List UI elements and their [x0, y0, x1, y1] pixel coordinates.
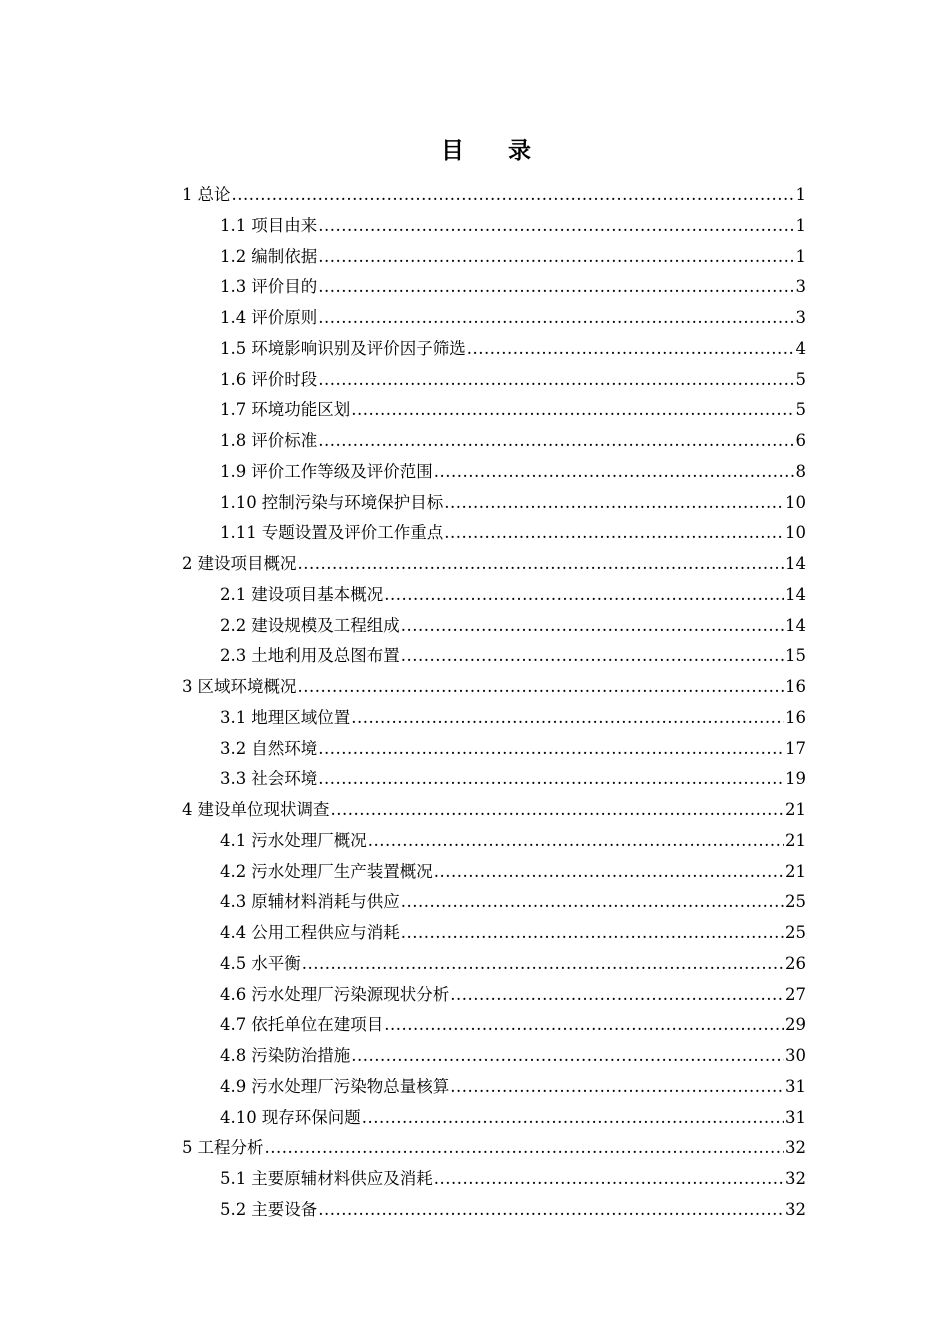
toc-entry-number: 1.2: [220, 246, 247, 266]
toc-page-number: 25: [785, 923, 806, 942]
toc-entry-section[interactable]: [182, 764, 806, 795]
toc-entry-label: [220, 488, 443, 519]
toc-entry-chapter[interactable]: [182, 795, 806, 826]
toc-entry-label: [220, 1103, 361, 1134]
toc-entry-section[interactable]: [182, 272, 806, 303]
toc-entry-label: [182, 672, 297, 703]
toc-dot-leader: [265, 1133, 785, 1164]
toc-entry-label: [220, 580, 383, 611]
toc-entry-number: 2: [182, 554, 193, 573]
toc-entry-text: 主要原辅材料供应及消耗: [251, 1169, 433, 1188]
toc-dot-leader: [401, 918, 784, 949]
toc-dot-leader: [450, 980, 784, 1011]
toc-entry-number: 1.8: [220, 431, 247, 450]
toc-page-number: 15: [785, 646, 806, 666]
toc-entry-section[interactable]: [182, 1041, 806, 1072]
toc-entry-text: 现存环保问题: [261, 1107, 361, 1127]
toc-entry-text: 污水处理厂污染源现状分析: [251, 984, 450, 1004]
toc-entry-label: [182, 1133, 264, 1164]
toc-entry-section[interactable]: [182, 580, 806, 611]
toc-page-number: 5: [795, 369, 806, 389]
toc-page-number: 4: [795, 338, 806, 358]
toc-dot-leader: [401, 611, 784, 642]
toc-entry-section[interactable]: [182, 457, 806, 488]
toc-entry-label: [220, 457, 433, 488]
toc-entry-text: 评价目的: [251, 277, 318, 297]
toc-entry-number: 5.1: [220, 1169, 247, 1188]
toc-dot-leader: [368, 826, 784, 857]
toc-entry-section[interactable]: [182, 703, 806, 734]
toc-entry-label: [220, 303, 317, 334]
toc-entry-section[interactable]: [182, 918, 806, 949]
toc-dot-leader: [444, 518, 784, 549]
toc-entry-number: 4.9: [220, 1076, 247, 1096]
toc-dot-leader: [351, 1041, 784, 1072]
toc-page-number: 10: [785, 492, 806, 512]
toc-entry-text: 专题设置及评价工作重点: [261, 523, 444, 543]
toc-entry-number: 4.4: [220, 923, 247, 942]
toc-entry-label: [182, 180, 231, 211]
toc-entry-number: 3.1: [220, 707, 247, 727]
toc-dot-leader: [401, 887, 784, 918]
toc-entry-label: [220, 918, 400, 949]
toc-entry-label: [220, 1010, 383, 1041]
toc-page-number: 3: [795, 308, 806, 327]
toc-entry-section[interactable]: [182, 641, 806, 672]
toc-page-number: 29: [785, 1015, 806, 1035]
toc-page-number: 5: [795, 400, 806, 420]
toc-entry-section[interactable]: [182, 1010, 806, 1041]
toc-page-number: 16: [785, 707, 806, 727]
toc-dot-leader: [351, 703, 784, 734]
toc-entry-number: 1.10: [220, 492, 257, 512]
toc-page-number: 19: [785, 769, 806, 789]
toc-entry-section[interactable]: [182, 518, 806, 549]
toc-entry-section[interactable]: [182, 334, 806, 365]
toc-dot-leader: [434, 457, 795, 488]
toc-entry-text: 环境功能区划: [251, 400, 351, 420]
toc-entry-label: [220, 365, 317, 396]
toc-page-number: 1: [795, 215, 806, 235]
toc-page-number: 16: [785, 677, 806, 696]
toc-entry-label: [220, 426, 317, 457]
toc-entry-text: 环境影响识别及评价因子筛选: [251, 338, 466, 358]
toc-entry-label: [220, 641, 400, 672]
toc-dot-leader: [434, 857, 784, 888]
toc-entry-number: 1: [182, 185, 193, 204]
toc-dot-leader: [318, 426, 794, 457]
toc-page-number: 25: [785, 892, 806, 912]
toc-page-number: 1: [795, 246, 806, 266]
toc-entry-label: [220, 1072, 449, 1103]
toc-dot-leader: [318, 211, 794, 242]
toc-entry-number: 4: [182, 800, 193, 819]
toc-title: 目 录: [440, 137, 549, 164]
toc-entry-text: 污染防治措施: [251, 1046, 351, 1065]
toc-entry-label: [220, 211, 317, 242]
toc-entry-number: 4.10: [220, 1107, 257, 1127]
toc-entry-number: 3: [182, 677, 193, 696]
toc-entry-text: 公用工程供应与消耗: [251, 923, 400, 942]
toc-page-number: 31: [785, 1076, 806, 1096]
toc-dot-leader: [384, 580, 784, 611]
toc-entry-number: 5: [182, 1138, 193, 1158]
toc-dot-leader: [450, 1072, 784, 1103]
toc-entry-label: [220, 395, 350, 426]
toc-entry-section[interactable]: [182, 980, 806, 1011]
toc-page-number: 10: [785, 523, 806, 543]
toc-entry-number: 1.3: [220, 277, 247, 297]
toc-entry-number: 4.3: [220, 892, 247, 912]
toc-entry-number: 1.7: [220, 400, 247, 420]
toc-dot-leader: [318, 272, 794, 303]
toc-entry-section[interactable]: [182, 242, 806, 273]
toc-dot-leader: [318, 365, 794, 396]
toc-entry-text: 原辅材料消耗与供应: [251, 892, 400, 912]
toc-entry-number: 5.2: [220, 1199, 247, 1219]
toc-page-number: 30: [785, 1046, 806, 1065]
toc-entry-text: 建设项目概况: [197, 554, 297, 573]
toc-entry-text: 依托单位在建项目: [251, 1015, 384, 1035]
toc-entry-section[interactable]: [182, 734, 806, 765]
toc-entry-number: 4.8: [220, 1046, 247, 1065]
toc-dot-leader: [318, 242, 794, 273]
toc-entry-section[interactable]: [182, 826, 806, 857]
toc-dot-leader: [362, 1103, 784, 1134]
toc-page-number: 27: [785, 984, 806, 1004]
toc-entry-text: 主要设备: [251, 1199, 318, 1219]
toc-page-number: 14: [785, 615, 806, 635]
toc-entry-section[interactable]: [182, 395, 806, 426]
toc-page-number: 21: [785, 861, 806, 881]
toc-entry-number: 1.9: [220, 461, 247, 481]
toc-entry-text: 评价标准: [251, 431, 318, 450]
toc-page-number: 6: [795, 431, 806, 450]
toc-entry-text: 水平衡: [251, 953, 301, 973]
toc-page-number: 8: [795, 461, 806, 481]
toc-dot-leader: [318, 764, 784, 795]
toc-page-number: 1: [795, 185, 806, 204]
toc-dot-leader: [298, 549, 785, 580]
toc-entry-section[interactable]: [182, 303, 806, 334]
toc-entry-label: [220, 242, 317, 273]
toc-dot-leader: [351, 395, 794, 426]
toc-entry-label: [220, 764, 317, 795]
toc-entry-number: 1.4: [220, 308, 247, 327]
toc-entry-text: 评价原则: [251, 308, 318, 327]
toc-entry-number: 3.2: [220, 738, 247, 758]
toc-dot-leader: [331, 795, 785, 826]
toc-dot-leader: [232, 180, 795, 211]
toc-entry-text: 区域环境概况: [197, 677, 297, 696]
toc-entry-number: 4.7: [220, 1015, 247, 1035]
toc-entry-number: 4.2: [220, 861, 247, 881]
toc-entry-text: 控制污染与环境保护目标: [261, 492, 444, 512]
toc-dot-leader: [384, 1010, 784, 1041]
toc-entry-label: [220, 1195, 317, 1226]
toc-dot-leader: [444, 488, 784, 519]
toc-entry-label: [220, 1041, 350, 1072]
toc-dot-leader: [318, 734, 784, 765]
toc-entry-text: 建设项目基本概况: [251, 584, 384, 604]
toc-entry-text: 污水处理厂生产装置概况: [251, 861, 433, 881]
toc-page-number: 32: [785, 1169, 806, 1188]
toc-entry-section[interactable]: [182, 1195, 806, 1226]
toc-entry-number: 4.5: [220, 953, 247, 973]
toc-page-number: 21: [785, 800, 806, 819]
toc-entry-label: [220, 518, 443, 549]
toc-dot-leader: [318, 303, 794, 334]
toc-entry-section[interactable]: [182, 857, 806, 888]
toc-page-number: 14: [785, 584, 806, 604]
toc-entry-section[interactable]: [182, 1164, 806, 1195]
toc-page-number: 14: [785, 554, 806, 573]
toc-entry-section[interactable]: [182, 949, 806, 980]
toc-entry-section[interactable]: [182, 365, 806, 396]
toc-dot-leader: [298, 672, 785, 703]
toc-entry-number: 1.6: [220, 369, 247, 389]
toc-entry-section[interactable]: [182, 488, 806, 519]
toc-entry-text: 污水处理厂概况: [251, 830, 367, 850]
toc-entry-chapter[interactable]: [182, 549, 806, 580]
toc-dot-leader: [401, 641, 784, 672]
toc-entry-chapter[interactable]: [182, 180, 806, 211]
toc-entry-label: [220, 887, 400, 918]
toc-dot-leader: [467, 334, 795, 365]
toc-entry-label: [220, 857, 433, 888]
toc-list: [182, 180, 806, 1226]
toc-entry-section[interactable]: [182, 887, 806, 918]
toc-entry-section[interactable]: [182, 426, 806, 457]
toc-entry-text: 自然环境: [251, 738, 318, 758]
toc-entry-chapter[interactable]: [182, 1133, 806, 1164]
toc-entry-label: [220, 334, 466, 365]
toc-entry-text: 污水处理厂污染物总量核算: [251, 1076, 450, 1096]
toc-entry-text: 总论: [197, 185, 231, 204]
toc-entry-label: [220, 949, 301, 980]
toc-entry-number: 2.2: [220, 615, 247, 635]
toc-dot-leader: [318, 1195, 784, 1226]
toc-entry-text: 工程分析: [197, 1138, 264, 1158]
toc-entry-number: 2.1: [220, 584, 247, 604]
toc-entry-number: 2.3: [220, 646, 247, 666]
toc-entry-label: [220, 611, 400, 642]
toc-entry-section[interactable]: [182, 1103, 806, 1134]
toc-page-number: 31: [785, 1107, 806, 1127]
toc-entry-label: [220, 272, 317, 303]
toc-entry-text: 建设单位现状调查: [197, 800, 330, 819]
toc-entry-label: [220, 980, 449, 1011]
toc-entry-section[interactable]: [182, 611, 806, 642]
toc-page-number: 32: [785, 1199, 806, 1219]
toc-page-number: 17: [785, 738, 806, 758]
toc-entry-chapter[interactable]: [182, 672, 806, 703]
toc-entry-text: 编制依据: [251, 246, 318, 266]
toc-entry-text: 评价工作等级及评价范围: [251, 461, 433, 481]
toc-entry-label: [220, 1164, 433, 1195]
toc-entry-section[interactable]: [182, 211, 806, 242]
toc-entry-section[interactable]: [182, 1072, 806, 1103]
toc-entry-label: [182, 795, 330, 826]
toc-page-number: 32: [785, 1138, 806, 1158]
toc-dot-leader: [434, 1164, 784, 1195]
toc-entry-text: 建设规模及工程组成: [251, 615, 400, 635]
toc-entry-label: [220, 734, 317, 765]
toc-entry-text: 项目由来: [251, 215, 318, 235]
toc-entry-label: [220, 703, 350, 734]
toc-entry-text: 社会环境: [251, 769, 318, 789]
toc-page-number: 21: [785, 830, 806, 850]
toc-entry-number: 3.3: [220, 769, 247, 789]
toc-entry-label: [182, 549, 297, 580]
toc-entry-text: 评价时段: [251, 369, 318, 389]
toc-entry-text: 地理区域位置: [251, 707, 351, 727]
toc-entry-number: 1.5: [220, 338, 247, 358]
toc-entry-text: 土地利用及总图布置: [251, 646, 400, 666]
toc-entry-number: 4.1: [220, 830, 247, 850]
toc-entry-number: 4.6: [220, 984, 247, 1004]
toc-entry-label: [220, 826, 367, 857]
toc-entry-number: 1.11: [220, 523, 257, 543]
toc-dot-leader: [302, 949, 784, 980]
toc-page-number: 26: [785, 953, 806, 973]
toc-page-number: 3: [795, 277, 806, 297]
toc-entry-number: 1.1: [220, 215, 247, 235]
